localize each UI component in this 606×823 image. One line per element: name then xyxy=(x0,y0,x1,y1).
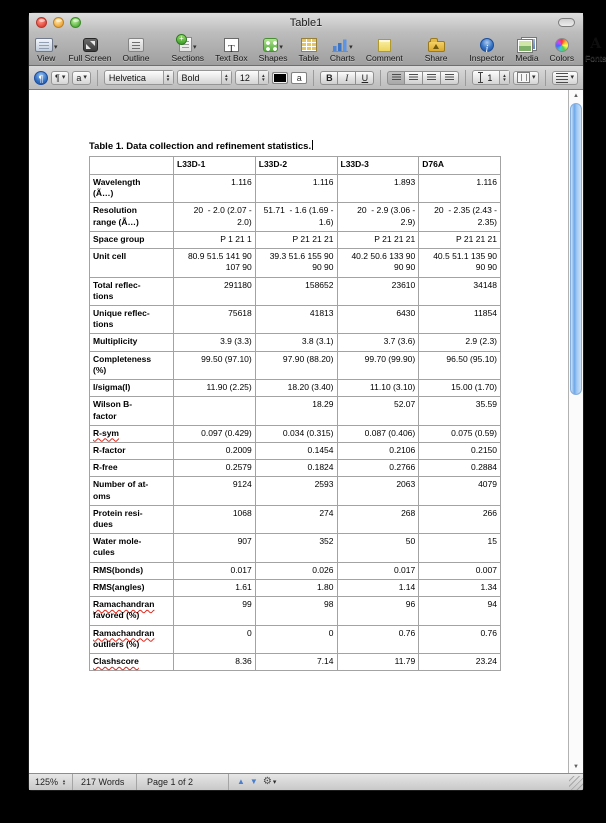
row-label-text: dues xyxy=(93,519,113,530)
line-spacing-control[interactable]: 1 ▲ ▼ xyxy=(472,70,510,85)
table-cell[interactable]: P 21 21 21 xyxy=(419,231,501,248)
table-cell[interactable]: 1.116 xyxy=(174,175,256,203)
table-cell[interactable]: 2063 xyxy=(337,477,419,505)
table-cell[interactable]: 20 - 2.35 (2.43 - 2.35) xyxy=(419,203,501,231)
misspelled-word: R-sym xyxy=(93,427,119,438)
align-left-icon xyxy=(392,74,401,82)
table-cell[interactable]: 97.90 (88.20) xyxy=(255,351,337,379)
table-cell[interactable]: 20 - 2.0 (2.07 - 2.0) xyxy=(174,203,256,231)
table-header-row xyxy=(90,157,501,175)
row-label-cell[interactable] xyxy=(90,425,174,442)
paragraph-style-dropdown[interactable]: ¶ ▾ xyxy=(51,71,69,85)
toolbar-fonts[interactable]: A Fonts xyxy=(585,35,606,63)
table-cell[interactable]: 20 - 2.9 (3.06 - 2.9) xyxy=(337,203,419,231)
table-row xyxy=(90,654,501,671)
title-bar[interactable] xyxy=(29,13,583,32)
row-label-text: Resolution xyxy=(93,205,137,216)
toolbar-table[interactable]: Table xyxy=(299,35,319,63)
row-label-text: RMS(angles) xyxy=(93,581,145,592)
table-cell[interactable]: 0.76 xyxy=(337,625,419,653)
underline-button[interactable]: U xyxy=(356,71,374,85)
stepper-icon xyxy=(258,71,268,84)
table-cell[interactable]: 39.3 51.6 155 90 90 90 xyxy=(255,249,337,277)
align-right-icon xyxy=(427,74,436,82)
table-row xyxy=(90,442,501,459)
toolbar-outline[interactable]: Outline xyxy=(123,35,150,63)
table-row xyxy=(90,203,501,231)
table-cell[interactable]: 40.5 51.1 135 90 90 90 xyxy=(419,249,501,277)
table-cell[interactable]: 158652 xyxy=(255,277,337,305)
statistics-table xyxy=(89,156,501,671)
row-label-cell[interactable] xyxy=(90,305,174,333)
table-cell[interactable]: 907 xyxy=(174,534,256,562)
table-cell[interactable]: 1.34 xyxy=(419,579,501,596)
line-spacing-icon xyxy=(477,72,484,83)
row-label-text: Unit cell xyxy=(93,251,127,262)
chevron-down-icon: ▾ xyxy=(272,779,277,786)
word-count: 217 Words xyxy=(73,774,137,790)
align-center-icon xyxy=(409,74,418,82)
table-row xyxy=(90,597,501,625)
zoom-control[interactable] xyxy=(29,774,73,790)
table-cell[interactable]: 3.9 (3.3) xyxy=(174,334,256,351)
previous-page-button[interactable]: ▲ xyxy=(237,777,245,786)
character-style-dropdown[interactable]: a ▾ xyxy=(72,71,91,85)
row-label-text: Space group xyxy=(93,233,145,244)
comment-icon xyxy=(378,39,391,52)
row-label-cell[interactable] xyxy=(90,654,174,671)
table-cell[interactable]: 18.29 xyxy=(255,397,337,425)
row-label-text: factor xyxy=(93,410,117,421)
table-cell[interactable]: 1068 xyxy=(174,505,256,533)
row-label-cell[interactable] xyxy=(90,203,174,231)
row-label-text: Protein resi- xyxy=(93,507,143,518)
chevron-down-icon: ▾ xyxy=(83,73,87,81)
table-cell[interactable]: 1.14 xyxy=(337,579,419,596)
table-cell[interactable]: 23610 xyxy=(337,277,419,305)
document-area xyxy=(29,90,583,773)
toolbar-sections[interactable]: + ▾ Sections xyxy=(171,35,204,63)
misspelled-word: Clashscore xyxy=(93,656,139,666)
misspelled-word: Ramachandran xyxy=(93,599,155,610)
table-cell[interactable]: 18.20 (3.40) xyxy=(255,380,337,397)
table-cell[interactable]: 4079 xyxy=(419,477,501,505)
table-cell[interactable]: 9124 xyxy=(174,477,256,505)
table-row xyxy=(90,277,501,305)
table-cell[interactable]: 11.79 xyxy=(337,654,419,671)
table-cell[interactable]: 98 xyxy=(255,597,337,625)
table-cell[interactable]: 0.2579 xyxy=(174,460,256,477)
table-cell[interactable]: 268 xyxy=(337,505,419,533)
table-cell[interactable]: 2593 xyxy=(255,477,337,505)
toolbar-inspector[interactable]: i Inspector xyxy=(469,35,504,63)
table-cell[interactable]: 40.2 50.6 133 90 90 90 xyxy=(337,249,419,277)
text-box-icon xyxy=(224,38,239,52)
toolbar-colors[interactable]: Colors xyxy=(550,35,575,63)
table-row xyxy=(90,425,501,442)
table-cell[interactable]: P 21 21 21 xyxy=(337,231,419,248)
page-indicator: Page 1 of 2 xyxy=(137,774,229,790)
row-label-cell[interactable] xyxy=(90,380,174,397)
row-label-text: Completeness xyxy=(93,353,152,364)
table-cell[interactable]: 0.026 xyxy=(255,562,337,579)
table-row xyxy=(90,334,501,351)
table-corner-cell[interactable] xyxy=(90,157,174,175)
table-column-header[interactable]: L33D-1 xyxy=(174,157,256,175)
row-label-cell[interactable] xyxy=(90,477,174,505)
table-column-header[interactable]: L33D-2 xyxy=(255,157,337,175)
chevron-down-icon: ▾ xyxy=(61,73,66,81)
inspector-icon xyxy=(480,38,494,52)
list-icon xyxy=(556,73,568,83)
row-label-text: oms xyxy=(93,490,111,501)
table-cell[interactable]: 23.24 xyxy=(419,654,501,671)
table-cell[interactable]: 0.075 (0.59) xyxy=(419,425,501,442)
fonts-icon xyxy=(590,37,601,52)
table-cell[interactable]: 0.017 xyxy=(174,562,256,579)
toolbar-media[interactable]: Media xyxy=(515,35,538,63)
table-column-header[interactable]: D76A xyxy=(419,157,501,175)
stepper-icon xyxy=(221,71,231,84)
typeface-select[interactable]: Bold ▲ ▼ xyxy=(177,70,232,85)
table-cell[interactable]: 0.2766 xyxy=(337,460,419,477)
status-bar xyxy=(29,773,583,790)
scrollbar-thumb[interactable] xyxy=(570,103,582,395)
chevron-down-icon: ▾ xyxy=(193,44,197,51)
table-cell[interactable]: 7.14 xyxy=(255,654,337,671)
table-cell[interactable]: 96.50 (95.10) xyxy=(419,351,501,379)
table-cell[interactable]: P 1 21 1 xyxy=(174,231,256,248)
divider xyxy=(545,70,546,86)
table-cell[interactable] xyxy=(174,397,256,425)
list-style-dropdown[interactable] xyxy=(552,71,578,85)
table-cell[interactable]: 0.2150 xyxy=(419,442,501,459)
row-label-cell[interactable] xyxy=(90,534,174,562)
paragraph-info-icon[interactable]: ¶ xyxy=(34,71,48,85)
table-cell[interactable]: 0.2009 xyxy=(174,442,256,459)
row-label-text: I/sigma(I) xyxy=(93,382,131,393)
table-cell[interactable]: 11.10 (3.10) xyxy=(337,380,419,397)
zoom-stepper-icon xyxy=(62,779,66,786)
view-icon xyxy=(35,38,53,52)
divider xyxy=(313,70,314,86)
sections-icon xyxy=(179,37,192,52)
zoom-level: 125% xyxy=(35,777,59,787)
chevron-down-icon: ▾ xyxy=(349,44,353,51)
table-cell[interactable]: 99.70 (99.90) xyxy=(337,351,419,379)
table-cell[interactable]: 0.2106 xyxy=(337,442,419,459)
row-label-cell[interactable] xyxy=(90,562,174,579)
italic-button[interactable]: I xyxy=(338,71,356,85)
table-cell[interactable]: 8.36 xyxy=(174,654,256,671)
table-cell[interactable]: 1.116 xyxy=(255,175,337,203)
table-column-header[interactable]: L33D-3 xyxy=(337,157,419,175)
table-cell[interactable]: 1.80 xyxy=(255,579,337,596)
window-title: Table1 xyxy=(289,16,323,29)
table-cell[interactable]: 34148 xyxy=(419,277,501,305)
table-cell[interactable]: 0.017 xyxy=(337,562,419,579)
row-label-text: Water mole- xyxy=(93,536,142,547)
table-cell[interactable]: 75618 xyxy=(174,305,256,333)
full-screen-icon xyxy=(83,38,98,52)
shapes-icon xyxy=(263,38,278,52)
row-label-cell[interactable] xyxy=(90,442,174,459)
chevron-down-icon: ▾ xyxy=(279,44,283,51)
table-row xyxy=(90,249,501,277)
table-row xyxy=(90,534,501,562)
table-cell[interactable]: 50 xyxy=(337,534,419,562)
row-label-text: outliers (%) xyxy=(93,638,140,649)
document-table-caption[interactable]: Table 1. Data collection and refinement statistics. xyxy=(89,141,312,152)
bold-button[interactable]: B xyxy=(320,71,338,85)
gear-menu-button[interactable]: ⚙▾ xyxy=(262,776,277,787)
row-label-text: (%) xyxy=(93,364,107,375)
divider xyxy=(97,70,98,86)
table-cell[interactable]: 0.097 (0.429) xyxy=(174,425,256,442)
table-row xyxy=(90,625,501,653)
chevron-down-icon: ▾ xyxy=(54,44,58,51)
table-row xyxy=(90,397,501,425)
row-label-cell[interactable] xyxy=(90,277,174,305)
table-row xyxy=(90,175,501,203)
row-label-text: favored (%) xyxy=(93,610,140,621)
window-resize-grip[interactable] xyxy=(569,776,583,790)
table-cell[interactable]: 11854 xyxy=(419,305,501,333)
vertical-scrollbar[interactable] xyxy=(568,90,583,773)
table-cell[interactable]: 11.90 (2.25) xyxy=(174,380,256,397)
row-label-cell[interactable] xyxy=(90,249,174,277)
toolbar-toggle-pill[interactable] xyxy=(558,18,575,27)
highlight-color-well[interactable]: a xyxy=(291,72,307,84)
table-cell[interactable]: 99 xyxy=(174,597,256,625)
table-row xyxy=(90,305,501,333)
table-row xyxy=(90,562,501,579)
table-row xyxy=(90,231,501,248)
chevron-down-icon: ▾ xyxy=(531,73,536,81)
row-label-cell[interactable] xyxy=(90,351,174,379)
row-label-text: Multiplicity xyxy=(93,336,138,347)
table-cell[interactable]: 0 xyxy=(255,625,337,653)
misspelled-word: Ramachandran xyxy=(93,627,155,638)
row-label-text: Wilson B- xyxy=(93,399,133,410)
table-cell[interactable]: 6430 xyxy=(337,305,419,333)
align-right-button[interactable] xyxy=(423,71,441,85)
table-row xyxy=(90,477,501,505)
table-cell[interactable]: 51.71 - 1.6 (1.69 - 1.6) xyxy=(255,203,337,231)
table-cell[interactable]: 0.087 (0.406) xyxy=(337,425,419,442)
row-label-cell[interactable] xyxy=(90,505,174,533)
chevron-down-icon: ▾ xyxy=(570,73,574,81)
row-label-text: cules xyxy=(93,547,115,558)
font-size-select[interactable]: 12 ▲ ▼ xyxy=(235,70,269,85)
stepper-icon xyxy=(163,71,173,84)
align-justify-icon xyxy=(445,74,454,82)
table-cell[interactable]: 35.59 xyxy=(419,397,501,425)
row-label-cell[interactable] xyxy=(90,625,174,653)
table-cell[interactable]: 0.76 xyxy=(419,625,501,653)
row-label-text: tions xyxy=(93,290,114,301)
row-label-text: RMS(bonds) xyxy=(93,564,144,575)
stepper-icon xyxy=(499,71,509,84)
row-label-cell[interactable] xyxy=(90,175,174,203)
table-icon xyxy=(301,38,317,52)
toolbar-share[interactable]: Share xyxy=(425,35,448,63)
table-cell[interactable]: 3.7 (3.6) xyxy=(337,334,419,351)
row-label-text: Number of at- xyxy=(93,479,149,490)
main-toolbar xyxy=(29,32,606,66)
color-wheel-icon xyxy=(555,38,569,52)
columns-icon xyxy=(517,72,530,83)
table-cell[interactable]: P 21 21 21 xyxy=(255,231,337,248)
row-label-text: R-free xyxy=(93,462,118,473)
row-label-text: Unique reflec- xyxy=(93,307,150,318)
toolbar-full-screen[interactable]: Full Screen xyxy=(69,35,112,63)
row-label-text: Total reflec- xyxy=(93,279,141,290)
table-cell[interactable]: 15.00 (1.70) xyxy=(419,380,501,397)
row-label-text: R-factor xyxy=(93,444,126,455)
table-cell[interactable]: 99.50 (97.10) xyxy=(174,351,256,379)
scroll-down-arrow[interactable]: ▼ xyxy=(573,764,579,770)
outline-icon xyxy=(128,38,144,52)
toolbar-view[interactable]: ▾ View xyxy=(35,35,58,63)
align-center-button[interactable] xyxy=(405,71,423,85)
toolbar-shapes[interactable]: ▾ Shapes xyxy=(259,35,288,63)
toolbar-comment[interactable]: Comment xyxy=(366,35,403,63)
table-cell[interactable]: 0.1454 xyxy=(255,442,337,459)
table-cell[interactable]: 0.007 xyxy=(419,562,501,579)
row-label-cell[interactable] xyxy=(90,597,174,625)
table-cell[interactable]: 80.9 51.5 141 90 107 90 xyxy=(174,249,256,277)
row-label-text: tions xyxy=(93,319,114,330)
table-cell[interactable]: 3.8 (3.1) xyxy=(255,334,337,351)
table-cell[interactable]: 0.2884 xyxy=(419,460,501,477)
text-color-well[interactable] xyxy=(272,72,288,84)
divider xyxy=(380,70,381,86)
row-label-text: Wavelength xyxy=(93,177,141,187)
row-label-text: range (Ã…) xyxy=(93,216,139,227)
scroll-up-arrow[interactable]: ▲ xyxy=(573,93,579,99)
columns-dropdown[interactable] xyxy=(513,71,540,85)
table-cell[interactable]: 266 xyxy=(419,505,501,533)
table-cell[interactable]: 0.1824 xyxy=(255,460,337,477)
charts-icon xyxy=(332,38,348,52)
align-left-button[interactable] xyxy=(387,71,405,85)
table-cell[interactable]: 96 xyxy=(337,597,419,625)
table-cell[interactable]: 1.61 xyxy=(174,579,256,596)
media-icon xyxy=(518,38,536,52)
divider xyxy=(465,70,466,86)
table-cell[interactable]: 94 xyxy=(419,597,501,625)
table-cell[interactable]: 15 xyxy=(419,534,501,562)
row-label-cell[interactable] xyxy=(90,397,174,425)
table-cell[interactable]: 41813 xyxy=(255,305,337,333)
format-bar xyxy=(29,66,583,90)
table-row xyxy=(90,505,501,533)
table-cell[interactable]: 352 xyxy=(255,534,337,562)
align-justify-button[interactable] xyxy=(441,71,459,85)
toolbar-text-box[interactable]: T Text Box xyxy=(215,35,248,63)
table-cell[interactable]: 0 xyxy=(174,625,256,653)
table-cell[interactable]: 1.116 xyxy=(419,175,501,203)
row-label-text: (Ã…) xyxy=(93,188,114,199)
table-cell[interactable]: 0.034 (0.315) xyxy=(255,425,337,442)
font-family-select[interactable]: Helvetica ▲ ▼ xyxy=(104,70,174,85)
row-label-cell[interactable] xyxy=(90,231,174,248)
table-row xyxy=(90,579,501,596)
row-label-cell[interactable] xyxy=(90,460,174,477)
table-row xyxy=(90,460,501,477)
pages-document-window xyxy=(28,12,606,791)
next-page-button[interactable]: ▼ xyxy=(249,777,258,786)
text-cursor xyxy=(312,140,313,150)
toolbar-charts[interactable]: ▾ Charts xyxy=(330,35,355,63)
table-cell[interactable]: 274 xyxy=(255,505,337,533)
document-page[interactable] xyxy=(29,90,568,773)
table-row xyxy=(90,351,501,379)
row-label-cell[interactable] xyxy=(90,334,174,351)
table-cell[interactable]: 2.9 (2.3) xyxy=(419,334,501,351)
table-row xyxy=(90,380,501,397)
share-icon xyxy=(428,41,445,52)
table-cell[interactable]: 291180 xyxy=(174,277,256,305)
table-cell[interactable]: 52.07 xyxy=(337,397,419,425)
row-label-cell[interactable] xyxy=(90,579,174,596)
table-cell[interactable]: 1.893 xyxy=(337,175,419,203)
